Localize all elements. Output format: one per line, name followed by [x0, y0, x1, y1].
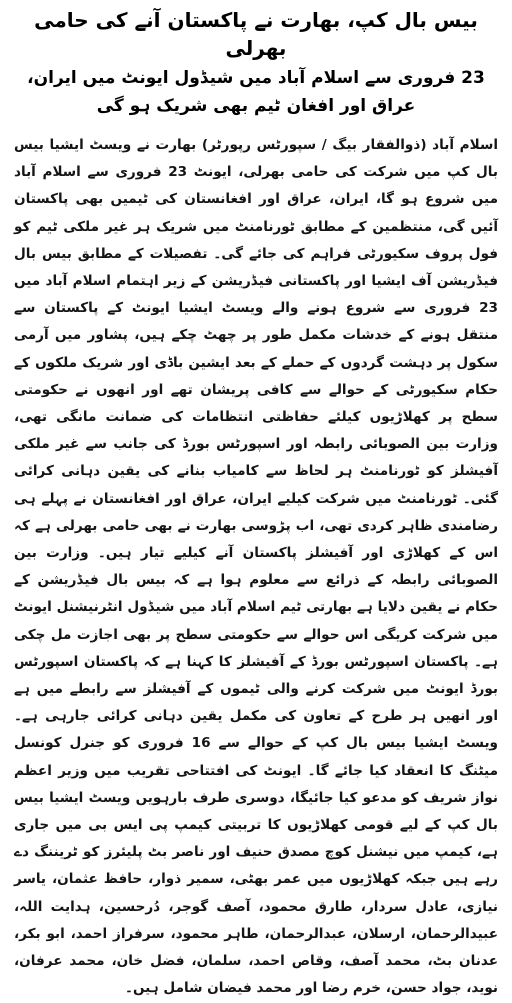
- article-headline: بیس بال کپ، بھارت نے پاکستان آنے کی حامی بھرلی: [34, 8, 478, 60]
- article-body: اسلام آباد (ذوالفقار بیگ / سپورٹس رپورٹر) بھارت نے ویسٹ ایشیا بیس بال کپ میں شرکت کی حامی بھرلی، ایونٹ 23 فروری سے اسلام آباد میں شروع ہو گا، ایران، عراق اور افغانستان کی ٹیمیں بھی پاکستان آئیں گی، منتظمین کے مطابق ٹورنامنٹ میں شریک ہر غیر ملکی ٹیم کو فول پروف سکیورٹی فراہم کی جائے گی۔ تفصیلات کے مطابق بیس بال فیڈریشن آف ایشیا اور پاکستانی فیڈریشن کے زیر اہتمام اسلام آباد میں 23 فروری سے شروع ہونے والے ویسٹ ایشیا ایونٹ کے پاکستان سے منتقل ہونے کے خدشات مکمل طور پر چھٹ چکے ہیں، پشاور میں آرمی سکول پر دہشت گردوں کے حملے کے بعد ایشین باڈی اور شریک ملکوں کے حکام سکیورٹی کے حوالے سے کافی پریشان تھے اور انھوں نے حکومتی سطح پر کھلاڑیوں کیلئے حفاظتی انتظامات کی ضمانت مانگی تھی، وزارت بین الصوبائی رابطہ اور اسپورٹس بورڈ کی جانب سے غیر ملکی آفیشلز کو ٹورنامنٹ ہر لحاظ سے کامیاب بنانے کی یقین دہانی کرائی گئی۔ ٹورنامنٹ میں شرکت کیلیے ایران، عراق اور افغانستان نے پہلے ہی رضامندی ظاہر کردی تھی، اب پڑوسی بھارت نے بھی حامی بھرلی ہے کہ اس کے کھلاڑی اور آفیشلز پاکستان آنے کیلیے تیار ہیں۔ وزارت بین الصوبائی رابطہ کے ذرائع سے معلوم ہوا ہے کہ بیس بال فیڈریشن کے حکام نے یقین دلایا ہے بھارتی ٹیم اسلام آباد میں شیڈول انٹرنیشنل ایونٹ میں شرکت کریگی اس حوالے سے حکومتی سطح پر بھی اجازت مل چکی ہے۔ پاکستان اسپورٹس بورڈ کے آفیشلز کا کہنا ہے کہ پاکستان اسپورٹس بورڈ ایونٹ میں شرکت کرنے والی ٹیموں کے آفیشلز سے رابطے میں ہے اور انھیں ہر طرح کے تعاون کی مکمل یقین دہانی کرائی جارہی ہے۔ ویسٹ ایشیا بیس بال کپ کے حوالے سے 16 فروری کو جنرل کونسل میٹنگ کا انعقاد کیا جائے گا۔ ایونٹ کی افتتاحی تقریب میں وزیر اعظم نواز شریف کو مدعو کیا جائیگا، دوسری طرف بارہویں ویسٹ ایشیا بیس بال کپ کے لیے قومی کھلاڑیوں کا تربیتی کیمپ پی ایس بی میں جاری ہے، کیمپ میں نیشنل کوچ مصدق حنیف اور ناصر بٹ پلیئرز کو ٹریننگ دے رہے ہیں جبکہ کھلاڑیوں میں عمر بھٹی، سمیر ذوار، حافظ عثمان، یاسر نیازی، عادل سردار، طارق محمود، آصف گوجر، دُرحسین، ہدایت اللہ، عبیدالرحمان، ارسلان، عبدالرحمان، طاہر محمود، سرفراز احمد، ابو بکر، عدنان بٹ، محمد آصف، وقاص احمد، سلمان، فضل خان، محمد عرفان، نوید، جواد حسن، خرم رضا اور محمد فیضان شامل ہیں۔: [14, 137, 499, 997]
- news-article: [14, 6, 499, 997]
- article-subheadline: 23 فروری سے اسلام آباد میں شیڈول ایونٹ میں ایران، عراق اور افغان ٹیم بھی شریک ہو گی: [27, 68, 485, 116]
